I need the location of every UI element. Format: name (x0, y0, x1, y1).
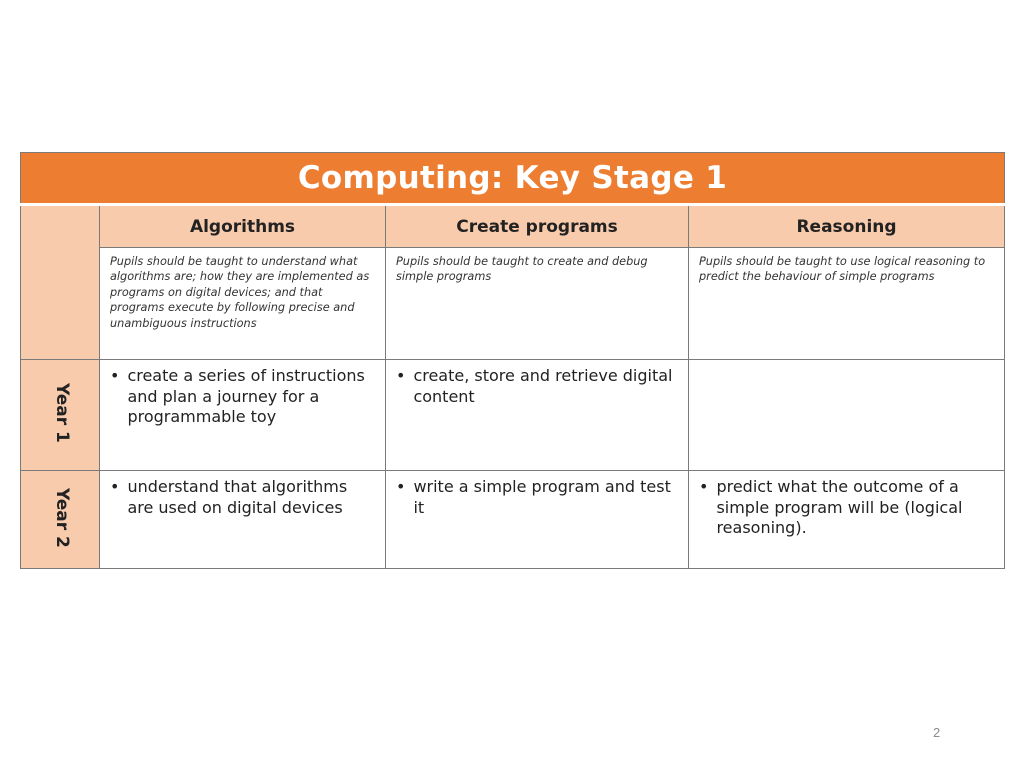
column-heading-create-programs: Create programs (386, 205, 689, 248)
bullet-text: understand that algorithms are used on digital devices (127, 477, 348, 517)
column-heading-reasoning: Reasoning (689, 205, 1005, 248)
year-2-reasoning-cell (689, 471, 1005, 569)
bullet-icon: • (396, 477, 406, 496)
title-row (21, 153, 1005, 205)
bullet-text: create, store and retrieve digital content (413, 366, 673, 406)
list-item (110, 477, 375, 518)
year-1-create-programs-cell (386, 360, 689, 471)
description-row (21, 248, 1005, 360)
year-1-reasoning-cell (689, 360, 1005, 471)
bullet-text: write a simple program and test it (413, 477, 671, 517)
year-2-algorithms-cell (100, 471, 386, 569)
bullet-text: predict what the outcome of a simple program will be (logical reasoning). (716, 477, 963, 538)
year-1-row (21, 360, 1005, 471)
corner-cell (21, 205, 100, 360)
bullet-text: create a series of instructions and plan a journey for a programmable toy (127, 366, 365, 427)
column-heading-algorithms: Algorithms (100, 205, 386, 248)
year-1-algorithms-cell (100, 360, 386, 471)
column-heading-row (21, 205, 1005, 248)
year-2-label: Year 2 (52, 487, 72, 548)
bullet-icon: • (110, 366, 120, 385)
description-algorithms: Pupils should be taught to understand what algorithms are; how they are implemented as programs on digital devices; and that programs execute by following precise and unambiguous instructions (100, 248, 386, 360)
year-1-label-cell (21, 360, 100, 471)
list-item (110, 366, 375, 428)
description-reasoning: Pupils should be taught to use logical reasoning to predict the behaviour of simple programs (689, 248, 1005, 360)
page-number: 2 (933, 725, 941, 740)
list-item (699, 477, 994, 539)
table-title: Computing: Key Stage 1 (21, 153, 1005, 205)
list-item (396, 366, 678, 407)
key-stage-table (20, 152, 1005, 569)
year-2-create-programs-cell (386, 471, 689, 569)
year-2-label-cell (21, 471, 100, 569)
year-1-label: Year 1 (52, 383, 72, 443)
bullet-icon: • (699, 477, 709, 496)
year-2-row (21, 471, 1005, 569)
bullet-icon: • (110, 477, 120, 496)
list-item (396, 477, 678, 518)
description-create-programs: Pupils should be taught to create and debug simple programs (386, 248, 689, 360)
bullet-icon: • (396, 366, 406, 385)
